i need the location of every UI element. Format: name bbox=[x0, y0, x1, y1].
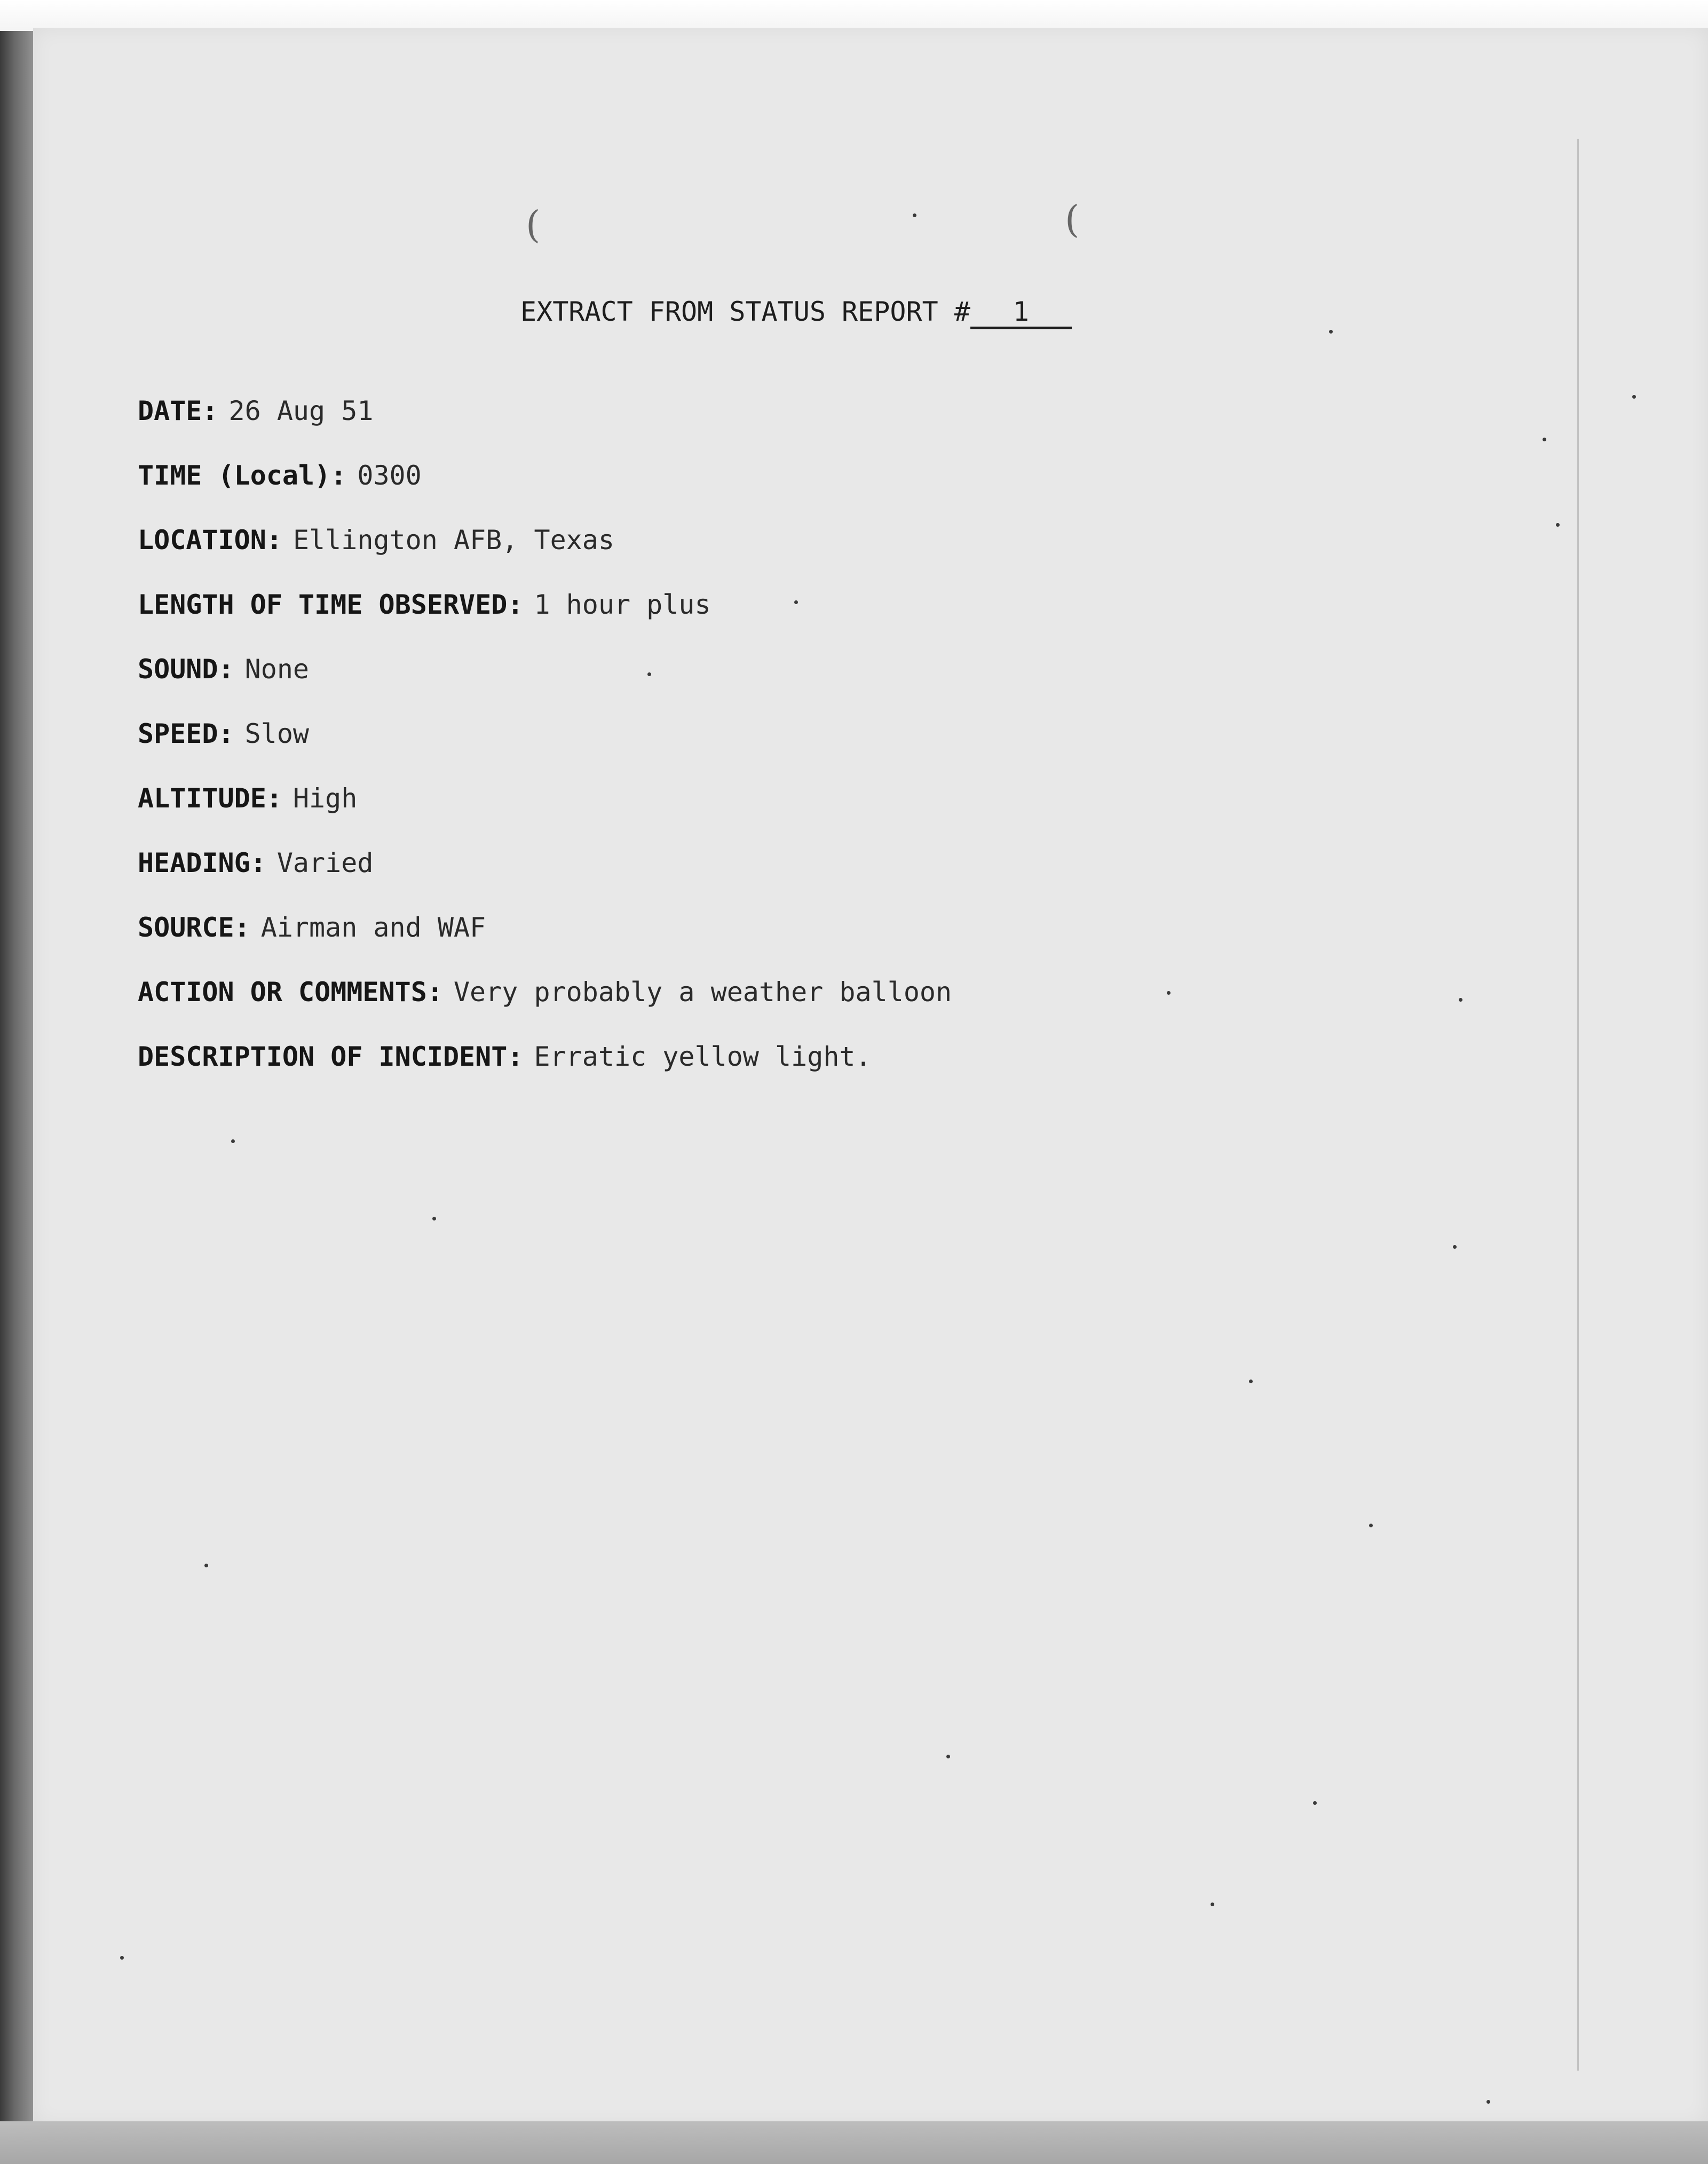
scan-speck bbox=[647, 672, 651, 676]
scan-speck bbox=[1329, 330, 1333, 334]
scan-speck bbox=[1556, 523, 1560, 527]
field-altitude bbox=[138, 777, 952, 842]
field-length-observed bbox=[138, 583, 952, 648]
field-action-comments bbox=[138, 971, 952, 1035]
field-location bbox=[138, 519, 952, 583]
scan-speck bbox=[794, 600, 798, 604]
scan-speck bbox=[432, 1217, 436, 1220]
field-value: Ellington AFB, Texas bbox=[292, 525, 614, 556]
field-label: SPEED: bbox=[138, 718, 234, 749]
field-value: 1 hour plus bbox=[534, 589, 711, 620]
field-speed bbox=[138, 712, 952, 777]
scan-speck bbox=[1211, 1903, 1214, 1906]
report-title bbox=[520, 296, 1072, 329]
field-description bbox=[138, 1035, 952, 1100]
scan-speck bbox=[204, 1564, 208, 1567]
scan-speck bbox=[1453, 1245, 1457, 1249]
field-value: 26 Aug 51 bbox=[228, 395, 374, 426]
field-label: DATE: bbox=[138, 395, 218, 426]
scan-speck bbox=[231, 1139, 235, 1143]
field-time bbox=[138, 454, 952, 519]
scan-speck bbox=[946, 1755, 950, 1758]
field-value: Erratic yellow light. bbox=[534, 1041, 872, 1072]
field-label: SOURCE: bbox=[138, 912, 250, 943]
scan-speck bbox=[1632, 395, 1636, 399]
punch-hole-mark: ( bbox=[1065, 197, 1080, 241]
report-number: 1 bbox=[970, 297, 1072, 329]
report-title-text: EXTRACT FROM STATUS REPORT # bbox=[520, 296, 970, 327]
field-label: LENGTH OF TIME OBSERVED: bbox=[138, 589, 524, 620]
scanner-left-edge bbox=[0, 31, 37, 2164]
punch-hole-mark: ( bbox=[526, 203, 541, 247]
field-label: ACTION OR COMMENTS: bbox=[138, 977, 443, 1008]
field-value: High bbox=[292, 783, 358, 814]
fold-line bbox=[1577, 139, 1579, 2071]
scan-speck bbox=[1313, 1801, 1317, 1805]
field-value: 0300 bbox=[357, 460, 422, 491]
field-value: None bbox=[244, 654, 310, 685]
field-label: DESCRIPTION OF INCIDENT: bbox=[138, 1041, 524, 1072]
scan-speck bbox=[1249, 1380, 1253, 1383]
field-label: HEADING: bbox=[138, 847, 266, 878]
field-label: TIME (Local): bbox=[138, 460, 347, 491]
scan-speck bbox=[1167, 991, 1171, 995]
scan-speck bbox=[1459, 998, 1462, 1002]
field-label: ALTITUDE: bbox=[138, 783, 282, 814]
field-sound bbox=[138, 648, 952, 712]
scan-speck bbox=[1486, 2100, 1490, 2104]
field-date bbox=[138, 390, 952, 454]
scan-speck bbox=[913, 213, 916, 217]
scan-speck bbox=[1543, 438, 1546, 441]
field-label: LOCATION: bbox=[138, 525, 282, 556]
scanner-bottom-strip bbox=[0, 2121, 1708, 2164]
field-value: Airman and WAF bbox=[260, 912, 486, 943]
field-label: SOUND: bbox=[138, 654, 234, 685]
scanner-top-strip bbox=[0, 0, 1708, 31]
report-fields bbox=[138, 390, 952, 1100]
field-source bbox=[138, 906, 952, 971]
scan-speck bbox=[120, 1956, 124, 1960]
field-value: Slow bbox=[244, 718, 310, 749]
field-value: Very probably a weather balloon bbox=[453, 977, 952, 1008]
field-heading bbox=[138, 842, 952, 906]
scan-speck bbox=[1369, 1524, 1373, 1527]
field-value: Varied bbox=[276, 847, 374, 878]
